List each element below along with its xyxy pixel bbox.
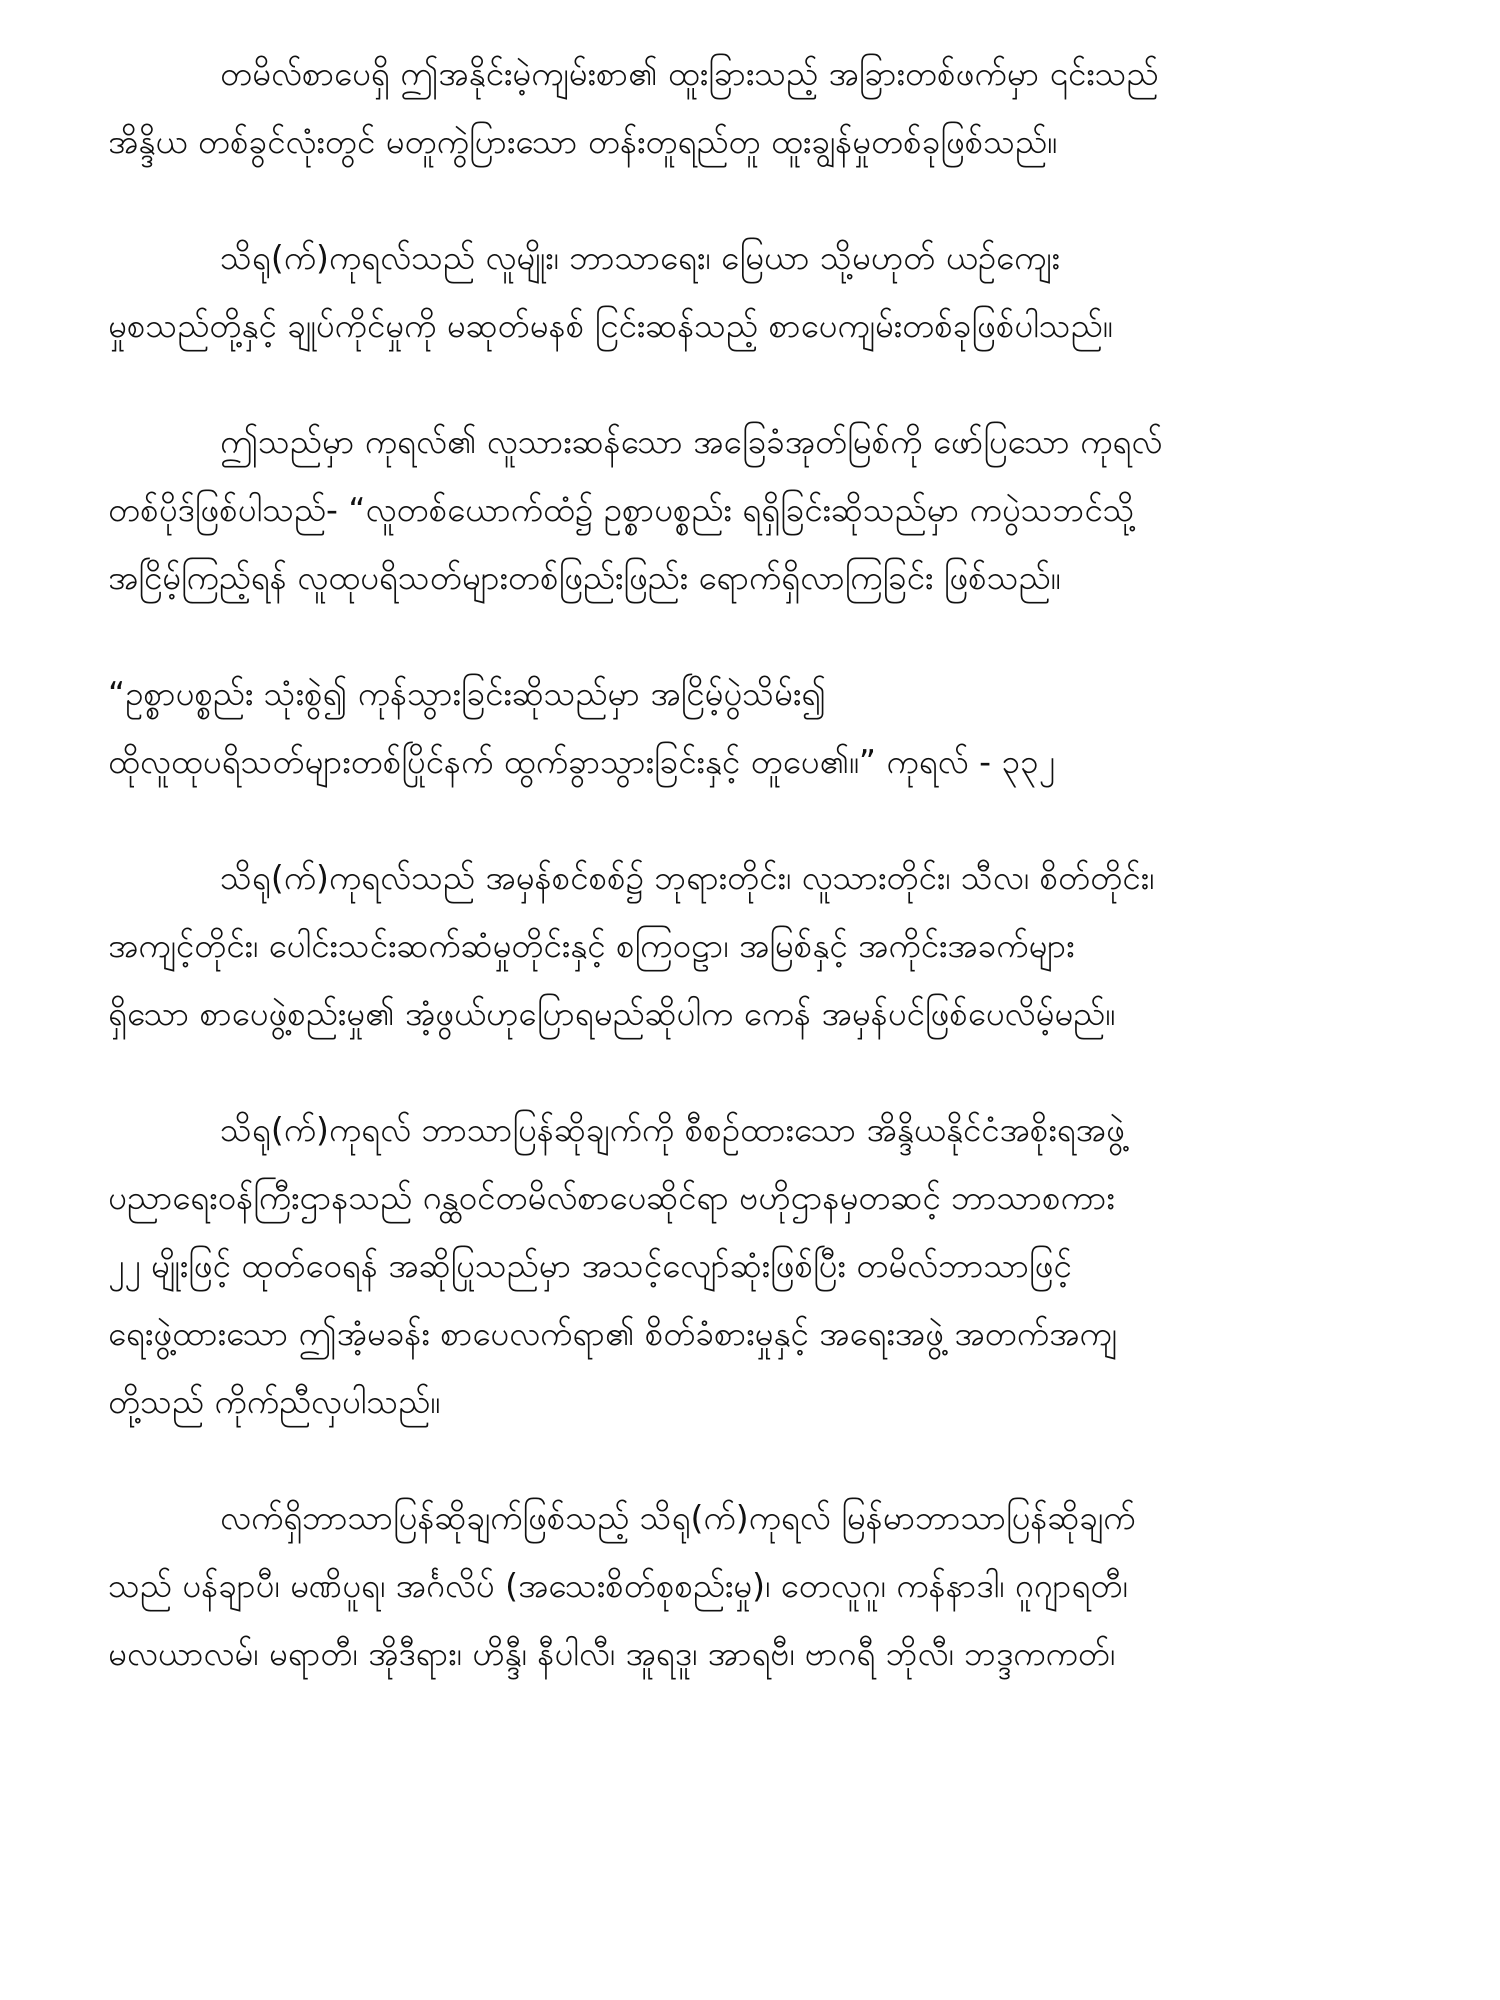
paragraph-5 bbox=[108, 844, 1393, 1048]
text-line: တို့သည် ကိုက်ညီလှပါသည်။ bbox=[108, 1382, 441, 1421]
text-line: သိရု(က်)ကုရလ်သည် အမှန်စင်စစ်၌ ဘုရားတိုင်း၊ လူသားတိုင်း၊ သီလ၊ စိတ်တိုင်း၊ bbox=[220, 858, 1155, 897]
paragraph-7 bbox=[108, 1484, 1393, 1688]
text-line: ထိုလူထုပရိသတ်များတစ်ပြိုင်နက် ထွက်ခွာသွားခြင်းနှင့် တူပေ၏။” ကုရလ် - ၃၃၂ bbox=[108, 742, 1055, 781]
text-line: အငြိမ့်ကြည့်ရန် လူထုပရိသတ်များတစ်ဖြည်းဖြည်း ရောက်ရှိလာကြခြင်း ဖြစ်သည်။ bbox=[108, 558, 1061, 597]
text-line: မှုစသည်တို့နှင့် ချုပ်ကိုင်မှုကို မဆုတ်မနစ် ငြင်းဆန်သည့် စာပေကျမ်းတစ်ခုဖြစ်ပါသည်။ bbox=[108, 306, 1113, 345]
text-line: သည် ပန်ချာပီ၊ မဏိပူရ၊ အင်္ဂလိပ် (အသေးစိတ်စုစည်းမှု)၊ တေလူဂူ၊ ကန်နာဒါ၊ ဂူဂျာရတီ၊ bbox=[108, 1566, 1128, 1605]
text-line: ဤသည်မှာ ကုရလ်၏ လူသားဆန်သော အခြေခံအုတ်မြစ်ကို ဖော်ပြသော ကုရလ် bbox=[220, 422, 1163, 461]
text-line: လက်ရှိဘာသာပြန်ဆိုချက်ဖြစ်သည့် သိရု(က်)ကုရလ် မြန်မာဘာသာပြန်ဆိုချက် bbox=[220, 1498, 1136, 1537]
paragraph-6 bbox=[108, 1096, 1393, 1436]
text-line: တစ်ပိုဒ်ဖြစ်ပါသည်- “လူတစ်ယောက်ထံ၌ ဥစ္စာပစ္စည်း ရရှိခြင်းဆိုသည်မှာ ကပွဲသဘင်သို့ bbox=[108, 490, 1135, 529]
quote-block bbox=[108, 660, 1393, 796]
paragraph-2 bbox=[108, 224, 1393, 360]
paragraph-1 bbox=[108, 40, 1393, 176]
text-line: မလယာလမ်၊ မရာတီ၊ အိုဒီရား၊ ဟိန္ဒီ၊ နီပါလီ၊ အူရဒူ၊ အာရဗီ၊ ဗာဂရီ ဘိုလီ၊ ဘဒ္ဒကကတ်၊ bbox=[108, 1634, 1116, 1673]
text-line: တမိလ်စာပေရှိ ဤအနိုင်းမဲ့ကျမ်းစာ၏ ထူးခြားသည့် အခြားတစ်ဖက်မှာ ၎င်းသည် bbox=[220, 54, 1159, 93]
text-line: ရှိသော စာပေဖွဲ့စည်းမှု၏ အံ့ဖွယ်ဟုပြောရမည်ဆိုပါက ကေန် အမှန်ပင်ဖြစ်ပေလိမ့်မည်။ bbox=[108, 994, 1116, 1033]
text-line: သိရု(က်)ကုရလ်သည် လူမျိုး၊ ဘာသာရေး၊ မြေယာ သို့မဟုတ် ယဉ်ကျေး bbox=[220, 238, 1060, 277]
paragraph-3 bbox=[108, 408, 1393, 612]
text-line: “ဥစ္စာပစ္စည်း သုံးစွဲ၍ ကုန်သွားခြင်းဆိုသည်မှာ အငြိမ့်ပွဲသိမ်း၍ bbox=[108, 674, 826, 713]
text-line: ၂၂ မျိုးဖြင့် ထုတ်ဝေရန် အဆိုပြုသည်မှာ အသင့်လျော်ဆုံးဖြစ်ပြီး တမိလ်ဘာသာဖြင့် bbox=[108, 1246, 1072, 1285]
document-page bbox=[108, 40, 1393, 1736]
text-line: အကျင့်တိုင်း၊ ပေါင်းသင်းဆက်ဆံမှုတိုင်းနှင့် စကြဝဠာ၊ အမြစ်နှင့် အကိုင်းအခက်များ bbox=[108, 926, 1075, 965]
text-line: သိရု(က်)ကုရလ် ဘာသာပြန်ဆိုချက်ကို စီစဉ်ထားသော အိန္ဒိယနိုင်ငံအစိုးရအဖွဲ့ bbox=[220, 1110, 1125, 1149]
text-line: အိန္ဒိယ တစ်ခွင်လုံးတွင် မတူကွဲပြားသော တန်းတူရည်တူ ထူးချွန်မှုတစ်ခုဖြစ်သည်။ bbox=[108, 122, 1058, 161]
text-line: ရေးဖွဲ့ထားသော ဤအံ့မခန်း စာပေလက်ရာ၏ စိတ်ခံစားမှုနှင့် အရေးအဖွဲ့ အတက်အကျ bbox=[108, 1314, 1117, 1353]
text-line: ပညာရေးဝန်ကြီးဌာနသည် ဂန္ထဝင်တမိလ်စာပေဆိုင်ရာ ဗဟိုဌာနမှတဆင့် ဘာသာစကား bbox=[108, 1178, 1115, 1217]
